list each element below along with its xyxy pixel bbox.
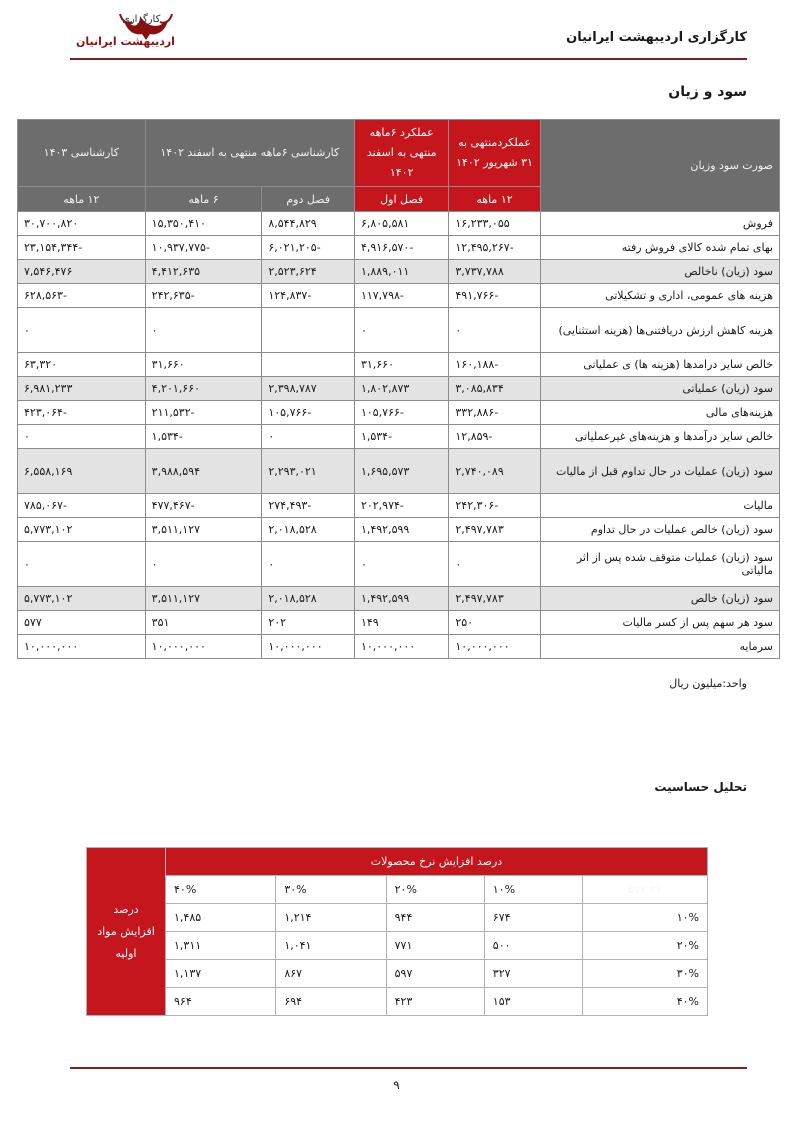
- sensitivity-cell: ۵۰۰: [484, 932, 582, 960]
- row-label: سود (زیان) عملیاتی: [540, 377, 779, 401]
- sensitivity-side-label: درصد افزایش مواد اولیه: [87, 848, 166, 1016]
- table-row: [18, 425, 780, 449]
- cell-v4: ۴,۲۰۱,۶۶۰: [145, 377, 262, 401]
- cell-v1: ۳,۰۸۵,۸۳۴: [449, 377, 540, 401]
- table-row: [18, 494, 780, 518]
- row-label: بهای تمام شده کالای فروش رفته: [540, 236, 779, 260]
- cell-v5: ۷,۵۴۶,۴۷۶: [18, 260, 146, 284]
- cell-v4: ۰: [145, 542, 262, 587]
- cell-v4: ۱۰,۰۰۰,۰۰۰: [145, 635, 262, 659]
- cell-v3: ۲۰۲: [262, 611, 355, 635]
- col-head-actual-6m: عملکرد ۶ماهه منتهی به اسفند ۱۴۰۲: [354, 120, 448, 187]
- cell-v5: ۵,۷۷۳,۱۰۲: [18, 587, 146, 611]
- cell-v3: ۰: [262, 542, 355, 587]
- cell-v3: -۱۰۵,۷۶۶: [262, 401, 355, 425]
- company-name: کارگزاری اردیبهشت ایرانیان: [566, 30, 747, 45]
- logo-line-1: کارگزاری: [122, 14, 161, 25]
- sensitivity-cell: ۳۲۷: [484, 960, 582, 988]
- cell-v5: ۰: [18, 425, 146, 449]
- table-row: [18, 587, 780, 611]
- cell-v3: ۸,۵۴۴,۸۲۹: [262, 212, 355, 236]
- table-row: [18, 377, 780, 401]
- sensitivity-cell: ۸۶۷: [276, 960, 386, 988]
- cell-v5: -۴۲۳,۰۶۴: [18, 401, 146, 425]
- cell-v3: ۲,۰۱۸,۵۲۸: [262, 518, 355, 542]
- cell-v5: ۶,۵۵۸,۱۶۹: [18, 449, 146, 494]
- sensitivity-cell: ۱,۴۸۵: [166, 904, 276, 932]
- cell-v4: ۰: [145, 308, 262, 353]
- cell-v1: ۲,۴۹۷,۷۸۳: [449, 587, 540, 611]
- footer-divider: [70, 1067, 747, 1069]
- sensitivity-row: [87, 988, 708, 1016]
- sensitivity-row: [87, 904, 708, 932]
- sensitivity-col-head: ۱۰%: [484, 876, 582, 904]
- cell-v5: ۵,۷۷۳,۱۰۲: [18, 518, 146, 542]
- sensitivity-row-label: ۲۰%: [582, 932, 707, 960]
- row-label: هزینه‌های مالی: [540, 401, 779, 425]
- table-row: [18, 212, 780, 236]
- row-label: سود (زیان) خالص عملیات در حال تداوم: [540, 518, 779, 542]
- sensitivity-cell: ۱۵۳: [484, 988, 582, 1016]
- cell-v5: ۰: [18, 308, 146, 353]
- cell-v4: ۳,۵۱۱,۱۲۷: [145, 587, 262, 611]
- cell-v4: ۳۵۱: [145, 611, 262, 635]
- cell-v2: ۱,۴۹۲,۵۹۹: [354, 587, 448, 611]
- sensitivity-cell: ۵۹۷: [386, 960, 484, 988]
- cell-v4: -۱,۵۳۴: [145, 425, 262, 449]
- cell-v2: ۶,۸۰۵,۵۸۱: [354, 212, 448, 236]
- sensitivity-row: [87, 932, 708, 960]
- cell-v3: [262, 308, 355, 353]
- cell-v2: ۰: [354, 542, 448, 587]
- cell-v4: -۲۴۲,۶۳۵: [145, 284, 262, 308]
- cell-v2: ۱,۴۹۲,۵۹۹: [354, 518, 448, 542]
- cell-v4: ۴,۴۱۲,۶۳۵: [145, 260, 262, 284]
- sensitivity-row-label: ۳۰%: [582, 960, 707, 988]
- cell-v1: -۳۳۲,۸۸۶: [449, 401, 540, 425]
- row-label: هزینه های عمومی، اداری و تشکیلاتی: [540, 284, 779, 308]
- cell-v5: ۱۰,۰۰۰,۰۰۰: [18, 635, 146, 659]
- sensitivity-col-head: ۳۰%: [276, 876, 386, 904]
- row-label: مالیات: [540, 494, 779, 518]
- cell-v2: -۱۱۷,۷۹۸: [354, 284, 448, 308]
- cell-v2: ۱,۸۸۹,۰۱۱: [354, 260, 448, 284]
- cell-v5: -۶۲۸,۵۶۳: [18, 284, 146, 308]
- sensitivity-col-head: ۴۰%: [166, 876, 276, 904]
- row-label: سود هر سهم پس از کسر مالیات: [540, 611, 779, 635]
- sensitivity-table: [86, 847, 708, 1016]
- sensitivity-col-head: ۲۰%: [386, 876, 484, 904]
- table-row: [18, 401, 780, 425]
- cell-v1: ۱۰,۰۰۰,۰۰۰: [449, 635, 540, 659]
- cell-v1: -۲۴۲,۳۰۶: [449, 494, 540, 518]
- section-title: سود و زیان: [668, 84, 747, 100]
- cell-v1: ۲۵۰: [449, 611, 540, 635]
- income-statement-table: [17, 119, 780, 659]
- table-row: [18, 236, 780, 260]
- cell-v5: ۵۷۷: [18, 611, 146, 635]
- sensitivity-caption: درصد افزایش نرخ محصولات: [166, 848, 708, 876]
- table-row: [18, 284, 780, 308]
- cell-v1: ۱۶,۲۳۳,۰۵۵: [449, 212, 540, 236]
- sub-head-3: فصل دوم: [262, 187, 355, 212]
- cell-v3: ۱۰,۰۰۰,۰۰۰: [262, 635, 355, 659]
- sensitivity-cell: ۹۶۴: [166, 988, 276, 1016]
- table-row: [18, 308, 780, 353]
- cell-v2: ۱۴۹: [354, 611, 448, 635]
- cell-v1: ۳,۷۳۷,۷۸۸: [449, 260, 540, 284]
- col-head-actual-12m: عملکردمنتهی به ۳۱ شهریور ۱۴۰۲: [449, 120, 540, 187]
- cell-v1: -۱۶۰,۱۸۸: [449, 353, 540, 377]
- sensitivity-cell: ۴۲۳: [386, 988, 484, 1016]
- cell-v2: -۲۰۲,۹۷۴: [354, 494, 448, 518]
- sensitivity-cell: ۱,۳۱۱: [166, 932, 276, 960]
- cell-v5: ۶,۹۸۱,۲۳۳: [18, 377, 146, 401]
- cell-v2: ۳۱,۶۶۰: [354, 353, 448, 377]
- cell-v4: -۴۷۷,۴۶۷: [145, 494, 262, 518]
- row-label: سود (زیان) عملیات در حال تداوم قبل از مالیات: [540, 449, 779, 494]
- cell-v4: ۳,۹۸۸,۵۹۴: [145, 449, 262, 494]
- sub-head-5: ۱۲ ماهه: [18, 187, 146, 212]
- table-row: [18, 449, 780, 494]
- cell-v3: ۰: [262, 425, 355, 449]
- page-number: ۹: [393, 1078, 400, 1092]
- sensitivity-cell: ۱,۱۳۷: [166, 960, 276, 988]
- cell-v5: ۶۳,۳۲۰: [18, 353, 146, 377]
- cell-v1: ۲,۴۹۷,۷۸۳: [449, 518, 540, 542]
- sensitivity-cell: ۱,۰۴۱: [276, 932, 386, 960]
- cell-v4: ۳,۵۱۱,۱۲۷: [145, 518, 262, 542]
- col-head-forecast-6m: کارشناسی ۶ماهه منتهی به اسفند ۱۴۰۲: [145, 120, 354, 187]
- sensitivity-cell: ۷۷۱: [386, 932, 484, 960]
- cell-v4: ۳۱,۶۶۰: [145, 353, 262, 377]
- cell-v5: ۰: [18, 542, 146, 587]
- cell-v1: ۰: [449, 308, 540, 353]
- cell-v2: -۱,۵۳۴: [354, 425, 448, 449]
- cell-v3: [262, 353, 355, 377]
- cell-v4: -۲۱۱,۵۳۲: [145, 401, 262, 425]
- sub-head-2: فصل اول: [354, 187, 448, 212]
- col-head-forecast-1403: کارشناسی ۱۴۰۳: [18, 120, 146, 187]
- sensitivity-title: تحلیل حساسیت: [654, 780, 747, 794]
- table-row: [18, 611, 780, 635]
- cell-v3: -۱۲۴,۸۳۷: [262, 284, 355, 308]
- table-row: [18, 260, 780, 284]
- table-row: [18, 542, 780, 587]
- cell-v5: ۳۰,۷۰۰,۸۲۰: [18, 212, 146, 236]
- header-divider: [70, 58, 747, 60]
- sub-head-4: ۶ ماهه: [145, 187, 262, 212]
- cell-v3: -۶,۰۲۱,۲۰۵: [262, 236, 355, 260]
- cell-v4: ۱۵,۳۵۰,۴۱۰: [145, 212, 262, 236]
- sub-head-1: ۱۲ ماهه: [449, 187, 540, 212]
- unit-note: واحد:میلیون ریال: [669, 677, 747, 690]
- sensitivity-cell: ۹۴۴: [386, 904, 484, 932]
- row-label: فروش: [540, 212, 779, 236]
- cell-v5: -۲۳,۱۵۴,۳۴۴: [18, 236, 146, 260]
- row-label: سود (زیان) خالص: [540, 587, 779, 611]
- cell-v1: ۰: [449, 542, 540, 587]
- row-label: سرمایه: [540, 635, 779, 659]
- table-corner-label: صورت سود وزیان: [540, 120, 779, 212]
- sensitivity-row-label: ۴۰%: [582, 988, 707, 1016]
- cell-v2: ۱,۸۰۲,۸۷۳: [354, 377, 448, 401]
- cell-v2: ۰: [354, 308, 448, 353]
- row-label: هزینه کاهش ارزش دریافتنی‌ها (هزینه استثنایی): [540, 308, 779, 353]
- logo-line-2: اردیبهشت ایرانیان: [76, 35, 175, 48]
- cell-v3: ۲,۳۹۸,۷۸۷: [262, 377, 355, 401]
- cell-v2: -۱۰۵,۷۶۶: [354, 401, 448, 425]
- cell-v1: ۲,۷۴۰,۰۸۹: [449, 449, 540, 494]
- table-row: [18, 518, 780, 542]
- cell-v2: -۴,۹۱۶,۵۷۰: [354, 236, 448, 260]
- row-label: خالص سایر درامدها (هزینه ها) ی عملیاتی: [540, 353, 779, 377]
- row-label: سود (زیان) عملیات متوقف شده پس از اثر مالیاتی: [540, 542, 779, 587]
- sensitivity-cell: ۶۹۴: [276, 988, 386, 1016]
- cell-v1: -۱۲,۸۵۹: [449, 425, 540, 449]
- table-row: [18, 635, 780, 659]
- cell-v5: -۷۸۵,۰۶۷: [18, 494, 146, 518]
- cell-v3: ۲,۰۱۸,۵۲۸: [262, 587, 355, 611]
- row-label: خالص سایر درآمدها و هزینه‌های غیرعملیاتی: [540, 425, 779, 449]
- cell-v2: ۱,۶۹۵,۵۷۳: [354, 449, 448, 494]
- sensitivity-row-label: ۱۰%: [582, 904, 707, 932]
- cell-v1: -۱۲,۴۹۵,۲۶۷: [449, 236, 540, 260]
- sensitivity-row: [87, 960, 708, 988]
- sensitivity-cell: ۱,۲۱۴: [276, 904, 386, 932]
- cell-v1: -۴۹۱,۷۶۶: [449, 284, 540, 308]
- cell-v3: -۲۷۴,۴۹۳: [262, 494, 355, 518]
- table-row: [18, 353, 780, 377]
- cell-v3: ۲,۲۹۳,۰۲۱: [262, 449, 355, 494]
- sensitivity-cell: ۶۷۴: [484, 904, 582, 932]
- cell-v4: -۱۰,۹۳۷,۷۷۵: [145, 236, 262, 260]
- cell-v3: ۲,۵۲۳,۶۲۴: [262, 260, 355, 284]
- cell-v2: ۱۰,۰۰۰,۰۰۰: [354, 635, 448, 659]
- row-label: سود (زیان) ناخالص: [540, 260, 779, 284]
- sensitivity-base-value: ۵۷۷.۳۱: [582, 876, 707, 904]
